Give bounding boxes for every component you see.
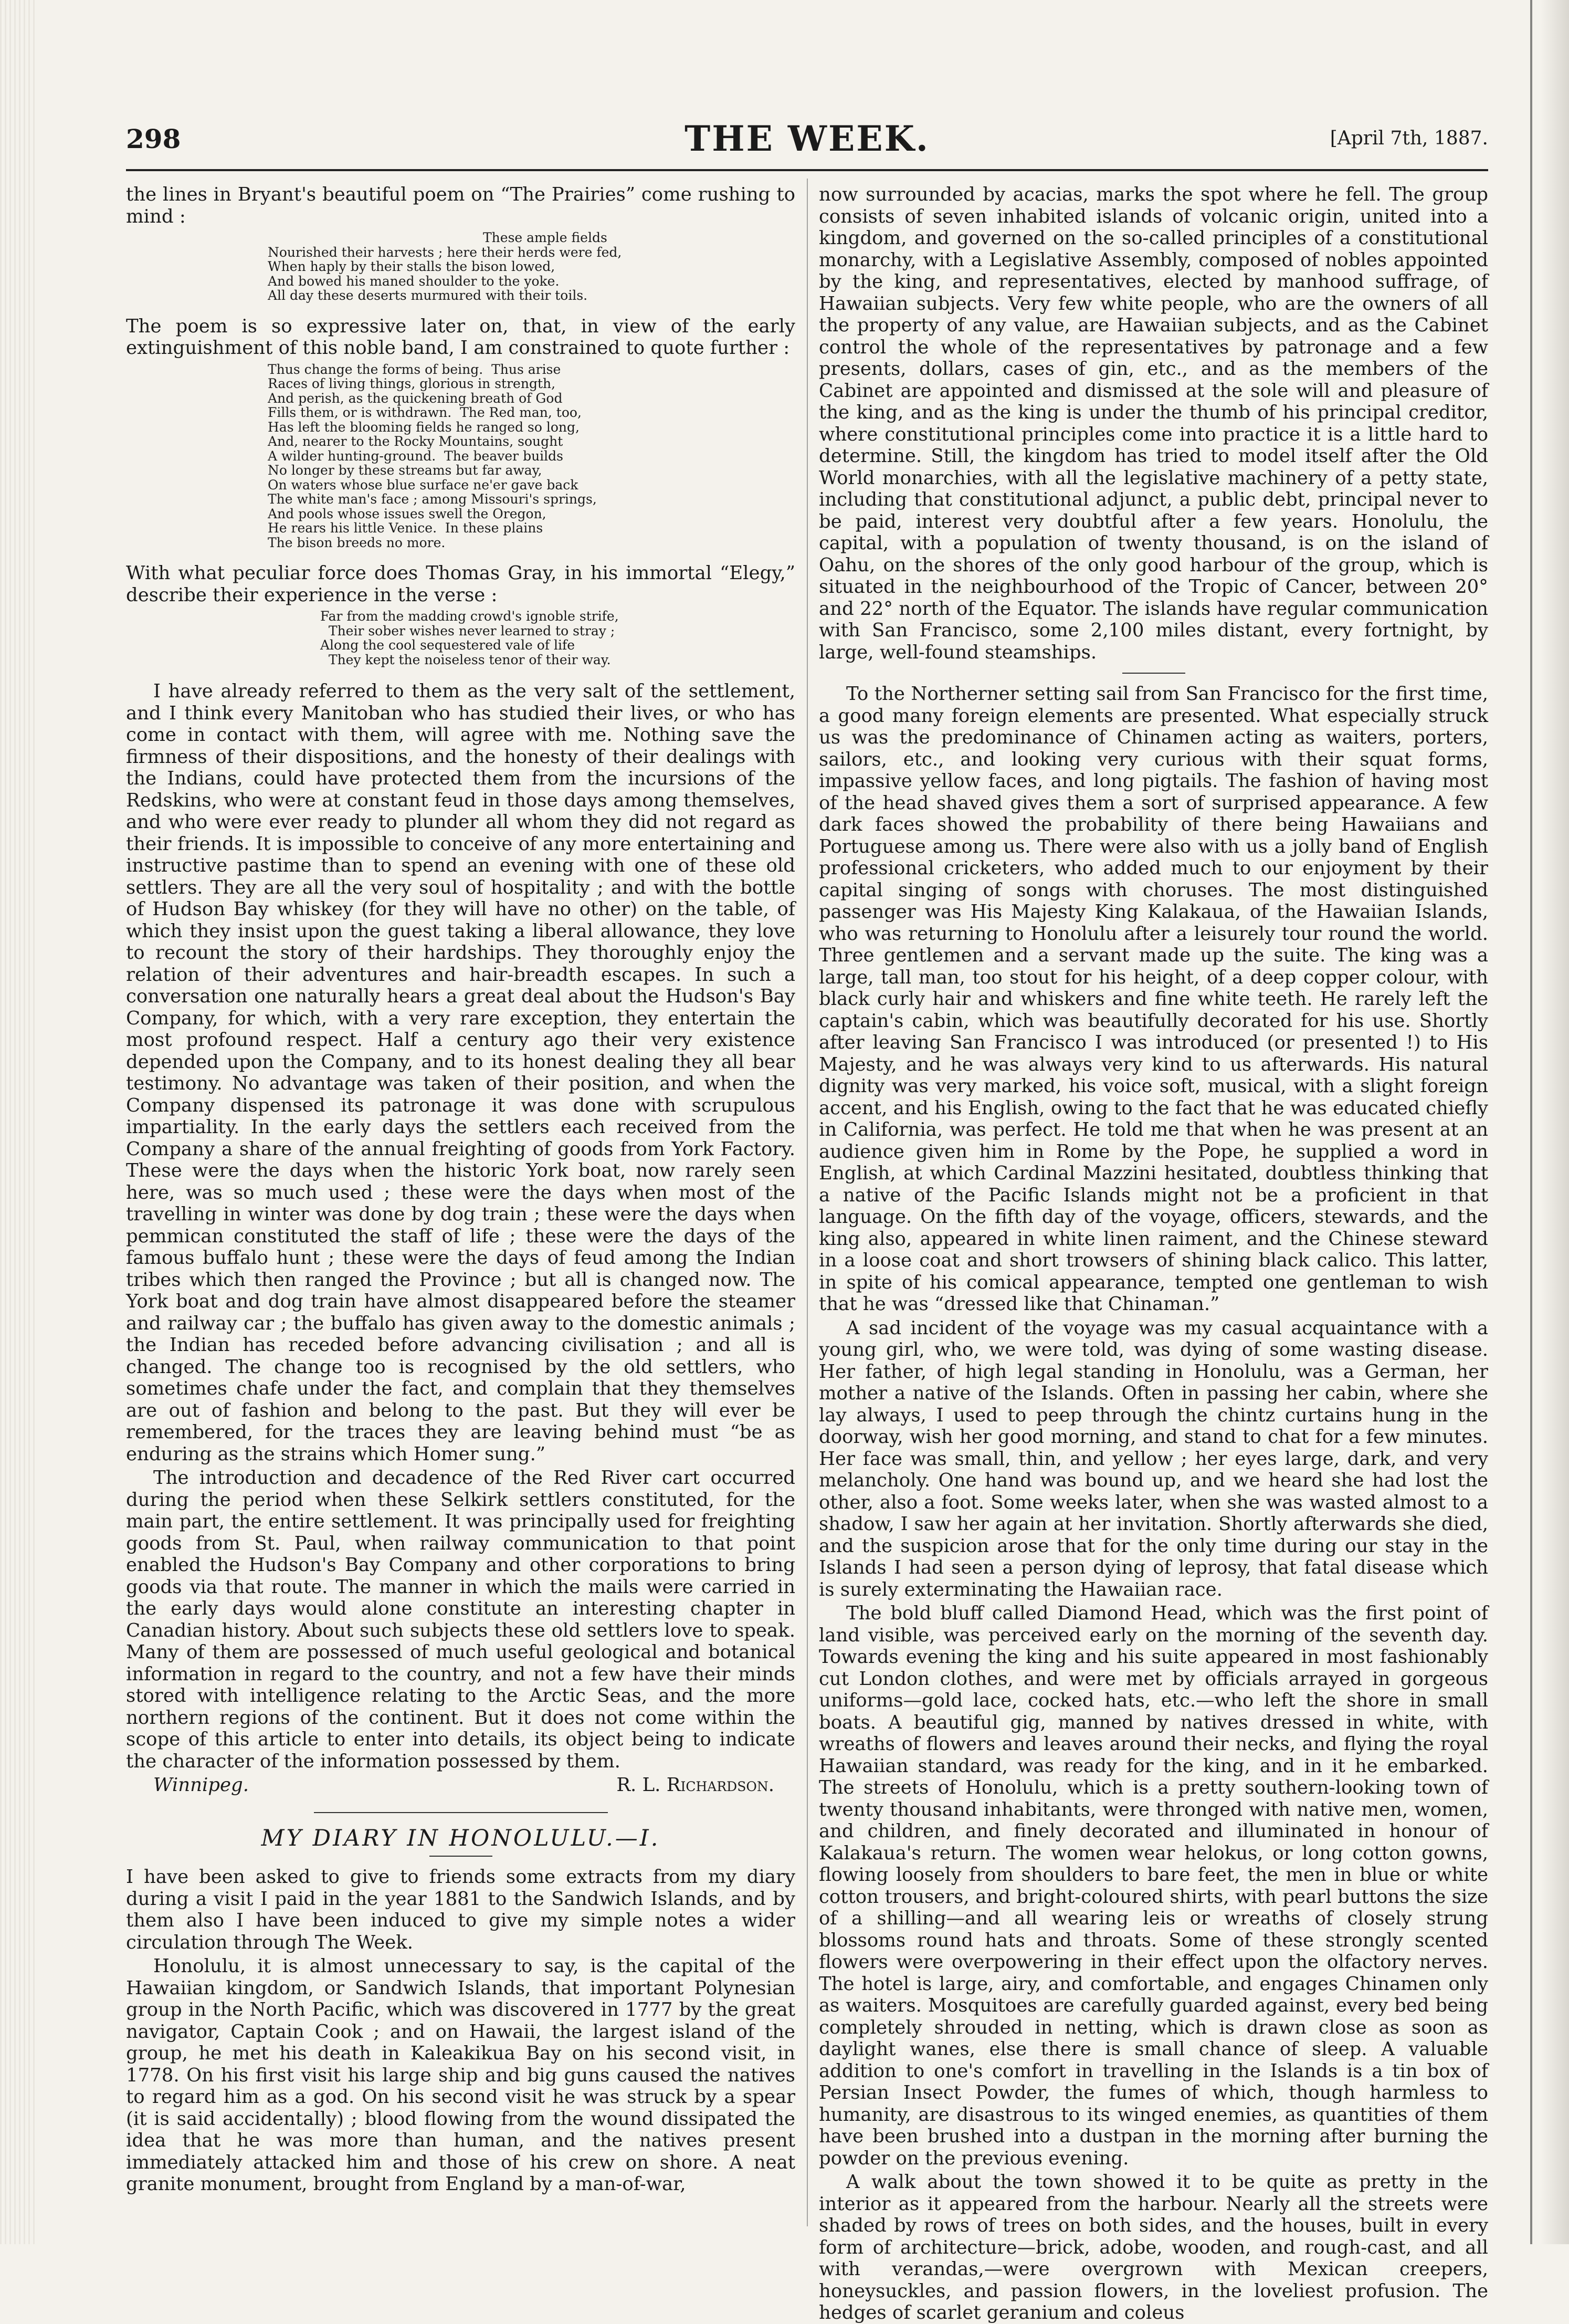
paragraph: I have been asked to give to friends some extracts from my diary during a visit I paid in the year 1881 to the Sandwich Islands, and by them also I have been induced to give my simple notes a wider circulation through The Week.	[126, 1866, 795, 1953]
page-number: 298	[126, 123, 181, 154]
paragraph: Honolulu, it is almost unnecessary to say, is the capital of the Hawaiian kingdom, or Sandwich Islands, that important Polynesian group in the North Pacific, which was discovered in 1777 by the great navigator, Captain Cook ; and on Hawaii, the largest island of the group, he met his death in Kaleakikua Bay on his second visit, in 1778. On his first visit his large ship and big guns caused the natives to regard him as a god. On his second visit he was struck by a spear (it is said accidentally) ; blood flowing from the wound dissipated the idea that he was more than human, and the natives present immediately attacked him and those of his crew on shore. A neat granite monument, brought from England by a man-of-war,	[126, 1955, 795, 2195]
poem-line: They kept the noiseless tenor of their way.	[320, 652, 611, 667]
page-fold-line	[1530, 0, 1532, 2244]
poem-prairies-2	[126, 362, 795, 550]
poem-line: No longer by these streams but far away,	[268, 463, 542, 478]
poem-line: All day these deserts murmured with their toils.	[268, 288, 588, 303]
paragraph: The bold bluff called Diamond Head, which was the first point of land visible, was perceived early on the morning of the seventh day. Towards evening the king and his suite appeared in most fashionably cut London clothes, and were met by officials arrayed in gorgeous uniforms—gold lace, cocked hats, etc.—who left the shore in small boats. A beautiful gig, manned by natives dressed in white, with wreaths of flowers and leaves around their necks, and flying the royal Hawaiian standard, was ready for the king, and in it he embarked. The streets of Honolulu, which is a pretty southern-looking town of twenty thousand inhabitants, were thronged with native men, women, and children, and finely decorated and illuminated in honour of Kalakaua's return. The women wear helokus, or long cotton gowns, flowing loosely from shoulders to bare feet, the men in blue or white cotton trousers, and bright-coloured shirts, with pearl buttons the size of a shilling—and all wearing leis or wreaths of closely strung blossoms round hats and throats. Some of these strongly scented flowers were overpowering in their effect upon the olfactory nerves. The hotel is large, airy, and comfortable, and engages Chinamen only as waiters. Mosquitoes are carefully guarded against, every bed being completely shrouded in netting, which is drawn close as soon as daylight wanes, else there is small chance of sleep. A valuable addition to one's comfort in travelling in the Islands is a tin box of Persian Insect Powder, the fumes of which, though harmless to humanity, are disastrous to its winged enemies, as quantities of them have been brushed into a dustpan in the morning after burning the powder on the previous evening.	[819, 1603, 1488, 2169]
poem-line: And pools whose issues swell the Oregon,	[268, 506, 546, 521]
paragraph: A walk about the town showed it to be quite as pretty in the interior as it appeared from the harbour. Nearly all the streets were shaded by rows of trees on both sides, and the houses, built in every form of architecture—brick, adobe, wooden, and rough-cast, and all with verandas,—were overgrown with Mexican creepers, honeysuckles, and passion flowers, in the loveliest profusion. The hedges of scarlet geranium and coleus	[819, 2171, 1488, 2323]
masthead-title: THE WEEK.	[685, 118, 930, 159]
page-header	[126, 118, 1488, 160]
poem-line: Has left the blooming fields he ranged so long,	[268, 419, 580, 435]
poem-line: Along the cool sequestered vale of life	[320, 637, 575, 653]
poem-line: Races of living things, glorious in strength,	[268, 376, 556, 391]
poem-line: On waters whose blue surface ne'er gave back	[268, 477, 578, 493]
poem-line: The white man's face ; among Missouri's springs,	[268, 491, 597, 507]
poem-line: The bison breeds no more.	[268, 535, 446, 550]
signature-author: R. L. Richardson.	[616, 1774, 774, 1796]
intro-paragraph: the lines in Bryant's beautiful poem on “The Prairies” come rushing to mind :	[126, 184, 795, 227]
poem-line: A wilder hunting-ground. The beaver builds	[268, 448, 564, 464]
title-rule	[429, 1856, 492, 1857]
poem-line: And perish, as the quickening breath of God	[268, 390, 563, 406]
poem-line: Fills them, or is withdrawn. The Red man, too,	[268, 405, 582, 420]
header-rule	[126, 169, 1488, 171]
poem-line: Far from the madding crowd's ignoble strife,	[320, 609, 619, 624]
poem-line: These ample fields	[483, 230, 607, 245]
poem-line: When haply by their stalls the bison lowed,	[268, 259, 555, 274]
paragraph: now surrounded by acacias, marks the spot where he fell. The group consists of seven inhabited islands of volcanic origin, united into a kingdom, and governed on the so-called principles of a constitutional monarchy, with a Legislative Assembly, composed of nobles appointed by the king, and representatives, elected by manhood suffrage, of Hawaiian subjects. Very few white people, who are the owners of all the property of any value, are Hawaiian subjects, and as the Cabinet control the whole of the representatives by patronage and a few presents, dollars, cases of gin, etc., and as the members of the Cabinet are appointed and dismissed at the sole will and pleasure of the king, and as the king is under the thumb of his principal creditor, where constitutional principles come into practice it is a little hard to determine. Still, the kingdom has tried to model itself after the Old World monarchies, with all the legislative machinery of a petty state, including that constitutional adjunct, a public debt, principal never to be paid, interest very doubtful after a few years. Honolulu, the capital, with a population of twenty thousand, is on the island of Oahu, on the shores of the only good harbour of the group, which is situated in the neighbourhood of the Tropic of Cancer, between 20° and 22° north of the Equator. The islands have regular communication with San Francisco, some 2,100 miles distant, every fortnight, by large, well-found steamships.	[819, 184, 1488, 663]
paragraph: The introduction and decadence of the Red River cart occurred during the period when these Selkirk settlers constituted, for the main part, the entire settlement. It was principally used for freighting goods from St. Paul, when railway communication to that point enabled the Hudson's Bay Company and other corporations to bring goods via that route. The manner in which the mails were carried in the early days would alone constitute an interesting chapter in Canadian history. About such subjects these old settlers love to speak. Many of them are possessed of much useful geological and botanical information in regard to the country, and not a few have their minds stored with intelligence relating to the Arctic Seas, and the more northern regions of the continent. But it does not come within the scope of this article to enter into details, its object being to indicate the character of the information possessed by them.	[126, 1467, 795, 1772]
poem-elegy	[126, 609, 795, 667]
scan-margin-right	[1541, 0, 1569, 2244]
article-title: MY DIARY IN HONOLULU.—I.	[261, 1825, 660, 1851]
poem-line: He rears his little Venice. In these plains	[268, 520, 543, 536]
paragraph: The poem is so expressive later on, that, in view of the early extinguishment of this noble band, I am constrained to quote further :	[126, 315, 795, 359]
paragraph: With what peculiar force does Thomas Gray, in his immortal “Elegy,” describe their experience in the verse :	[126, 562, 795, 606]
paragraph: To the Northerner setting sail from San Francisco for the first time, a good many foreign elements are presented. What especially struck us was the predominance of Chinamen acting as waiters, porters, sailors, etc., and looking very curious with their squat forms, impassive yellow faces, and long pigtails. The fashion of having most of the head shaved gives them a sort of surprised appearance. A few dark faces showed the probability of there being Hawaiians and Portuguese among us. There were also with us a jolly band of English professional cricketers, who added much to our enjoyment by their capital singing of songs with choruses. The most distinguished passenger was His Majesty King Kalakaua, of the Hawaiian Islands, who was returning to Honolulu after a leisurely tour round the world. Three gentlemen and a servant made up the suite. The king was a large, tall man, too stout for his height, of a deep copper colour, with black curly hair and whiskers and fine white teeth. He rarely left the captain's cabin, which was beautifully decorated for his use. Shortly after leaving San Francisco I was introduced (or presented !) to His Majesty, and he was always very kind to us afterwards. His natural dignity was very marked, his voice soft, musical, with a slight foreign accent, and his English, owing to the fact that he was educated chiefly in California, was perfect. He told me that when he was present at an audience given him in Rome by the Pope, he supplied a word in English, at which Cardinal Mazzini hesitated, doubtless thinking that a native of the Pacific Islands might not be a proficient in that language. On the fifth day of the voyage, officers, stewards, and the king also, appeared in white linen raiment, and the Chinese steward in a loose coat and short trowsers of shining black calico. This latter, in spite of his comical appearance, tempted one gentleman to wish that he was “dressed like that Chinaman.”	[819, 683, 1488, 1315]
poem-line: Thus change the forms of being. Thus arise	[268, 361, 561, 377]
left-column	[126, 184, 795, 2221]
signature-place: Winnipeg.	[153, 1774, 249, 1796]
poem-line: And bowed his maned shoulder to the yoke.	[268, 273, 560, 289]
poem-line: Nourished their harvests ; here their herds were fed,	[268, 244, 622, 260]
right-column	[819, 184, 1488, 2323]
column-divider	[807, 179, 808, 2226]
paragraph: A sad incident of the voyage was my casual acquaintance with a young girl, who, we were told, was dying of some wasting disease. Her father, of high legal standing in Honolulu, was a German, her mother a native of the Islands. Often in passing her cabin, where she lay always, I used to peep through the chintz curtains hung in the doorway, wish her good morning, and stand to chat for a few minutes. Her face was small, thin, and yellow ; her eyes large, dark, and very melancholy. One hand was bound up, and we heard she had lost the other, also a foot. Some weeks later, when she was wasted almost to a shadow, I saw her again at her invitation. Shortly afterwards she died, and the suspicion arose that for the only time during our stay in the Islands I had seen a person dying of leprosy, that fatal disease which is surely exterminating the Hawaiian race.	[819, 1317, 1488, 1600]
poem-line: Their sober wishes never learned to stray ;	[320, 623, 615, 638]
issue-date: [April 7th, 1887.	[1330, 128, 1488, 149]
poem-prairies-1	[126, 231, 795, 303]
article-signature	[126, 1774, 795, 1796]
scan-margin-left	[0, 0, 37, 2244]
poem-line: And, nearer to the Rocky Mountains, sought	[268, 434, 563, 449]
article-separator	[314, 1812, 608, 1813]
section-rule	[1122, 673, 1185, 674]
paragraph: I have already referred to them as the very salt of the settlement, and I think every Manitoban who has studied their lives, or who has come in contact with them, will agree with me. Nothing save the firmness of their dispositions, and the honesty of their dealings with the Indians, could have protected them from the incursions of the Redskins, who were at constant feud in those days among themselves, and who were ever ready to plunder all whom they did not regard as their friends. It is impossible to conceive of any more entertaining and instructive pastime than to spend an evening with one of these old settlers. They are all the very soul of hospitality ; and with the bottle of Hudson Bay whiskey (for they will have no other) on the table, of which they insist upon the guest taking a liberal allowance, they love to recount the story of their hardships. They thoroughly enjoy the relation of their adventures and hair-breadth escapes. In such a conversation one naturally hears a great deal about the Hudson's Bay Company, for which, with a very rare exception, they entertain the most profound respect. Half a century ago their very existence depended upon the Company, and to its honest dealing they all bear testimony. No advantage was taken of their position, and when the Company dispensed its patronage it was done with scrupulous impartiality. In the early days the settlers each received from the Company a share of the annual freighting of goods from York Factory. These were the days when the historic York boat, now rarely seen here, was so much used ; these were the days when most of the travelling in winter was done by dog train ; these were the days when pemmican constituted the staff of life ; these were the days of the famous buffalo hunt ; these were the days of feud among the Indian tribes which then ranged the Province ; but all is changed now. The York boat and dog train have almost disappeared before the steamer and railway car ; the buffalo has given away to the domestic animals ; the Indian has receded before advancing civilisation ; and all is changed. The change too is recognised by the old settlers, who sometimes chafe under the fact, and complain that they themselves are out of fashion and belong to the past. But they will ever be remembered, for the traces they are leaving behind must “be as enduring as the strains which Homer sung.”	[126, 681, 795, 1465]
